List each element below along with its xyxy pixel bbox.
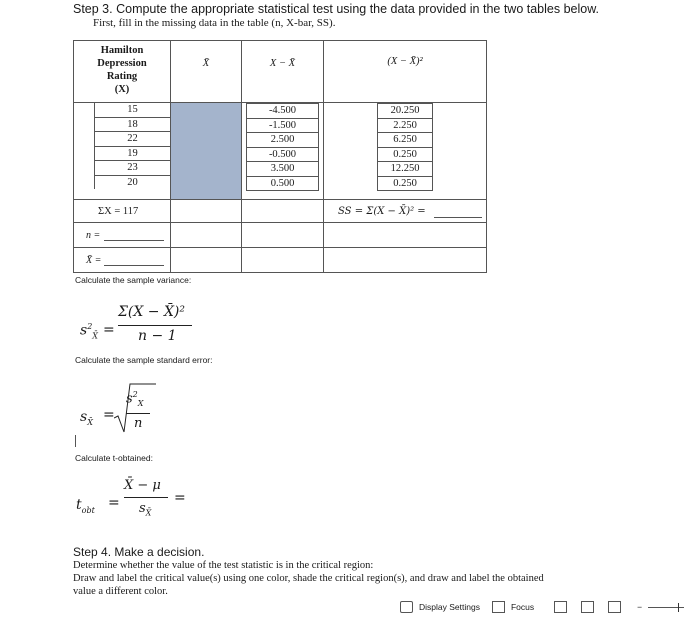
read-mode-icon[interactable] <box>581 601 594 613</box>
xbar-shaded-cell <box>171 103 242 200</box>
text-cursor <box>75 435 76 447</box>
x-value: 19 <box>95 147 170 162</box>
web-layout-icon[interactable] <box>608 601 621 613</box>
tstat-fraction-bar <box>124 497 168 498</box>
sum-x-cell <box>74 200 171 223</box>
squared-value: 6.250 <box>378 133 432 148</box>
deviation-value: -0.500 <box>247 148 318 163</box>
header-xbar: X̄ <box>171 41 242 103</box>
ss-cell <box>324 200 487 223</box>
bottom-toolbar <box>400 601 684 613</box>
x-value: 20 <box>127 176 138 188</box>
variance-label: Calculate the sample variance: <box>75 275 192 285</box>
squared-value: 0.250 <box>393 177 417 189</box>
xbar-cell <box>74 248 171 273</box>
zoom-out-icon[interactable]: − <box>637 602 643 612</box>
deviation-value: -4.500 <box>247 104 318 119</box>
header-x: Hamilton Depression Rating (X) <box>74 41 171 103</box>
deviation-cell <box>242 103 324 200</box>
stderr-lhs: $s_{X̄}$ <box>80 409 93 427</box>
step4-instructions: Determine whether the value of the test statistic is in the critical region: Draw and label the critical value(s) using one color, shade the critical region(s), and draw and label the obtained value a different color. <box>73 560 544 597</box>
stderr-denominator: n <box>134 416 143 431</box>
n-answer-line[interactable] <box>104 240 164 241</box>
stderr-numerator: $s^2_X$ <box>126 390 144 408</box>
xbar-label: X̄ = <box>86 255 102 266</box>
x-values-cell <box>74 103 171 200</box>
display-settings-icon[interactable] <box>400 601 413 613</box>
tstat-lhs: $t_{obt}$ <box>76 497 95 515</box>
ss-answer-line[interactable] <box>434 217 482 218</box>
display-settings-button[interactable]: Display Settings <box>419 602 480 612</box>
variance-lhs: $s^2_{X̄}$ <box>80 322 98 341</box>
stderr-label: Calculate the sample standard error: <box>75 355 213 365</box>
variance-numerator: Σ(X − X̄)² <box>118 304 185 320</box>
zoom-slider[interactable] <box>648 607 684 608</box>
deviation-value: 3.500 <box>247 162 318 177</box>
squared-value: 12.250 <box>378 162 432 177</box>
data-table <box>73 40 487 273</box>
x-value: 18 <box>95 118 170 133</box>
ss-label: SS = Σ(X − X̄)² = <box>338 206 426 217</box>
tstat-label: Calculate t-obtained: <box>75 453 153 463</box>
focus-button[interactable]: Focus <box>510 602 535 612</box>
print-layout-icon[interactable] <box>554 601 567 613</box>
x-value: 22 <box>95 132 170 147</box>
xbar-answer-line[interactable] <box>104 265 164 266</box>
deviation-value: -1.500 <box>247 119 318 134</box>
squared-cell <box>324 103 487 200</box>
deviation-value: 0.500 <box>270 177 295 189</box>
sum-x: ΣX = 117 <box>98 206 139 217</box>
x-value: 15 <box>95 103 170 118</box>
variance-denominator: n − 1 <box>138 328 177 344</box>
x-value: 23 <box>95 161 170 176</box>
zoom-slider-thumb[interactable] <box>678 603 679 612</box>
header-squared: (X − X̄)² <box>324 41 487 103</box>
step3-subtitle: First, fill in the missing data in the table (n, X-bar, SS). <box>93 17 336 29</box>
squared-value: 0.250 <box>378 148 432 163</box>
deviation-value: 2.500 <box>247 133 318 148</box>
squared-value: 20.250 <box>378 104 432 119</box>
tstat-numerator: X̄ − μ <box>124 478 161 493</box>
squared-value: 2.250 <box>378 119 432 134</box>
step4-title: Step 4. Make a decision. <box>73 545 205 559</box>
tstat-denominator: $s_{X̄}$ <box>139 501 152 518</box>
focus-icon[interactable] <box>492 601 505 613</box>
header-deviation: X − X̄ <box>242 41 324 103</box>
step3-title: Step 3. Compute the appropriate statistical test using the data provided in the two tables below. <box>73 2 600 16</box>
variance-fraction-bar <box>118 325 192 326</box>
stderr-fraction-bar <box>126 413 150 414</box>
n-label: n = <box>86 230 101 241</box>
n-cell <box>74 223 171 248</box>
